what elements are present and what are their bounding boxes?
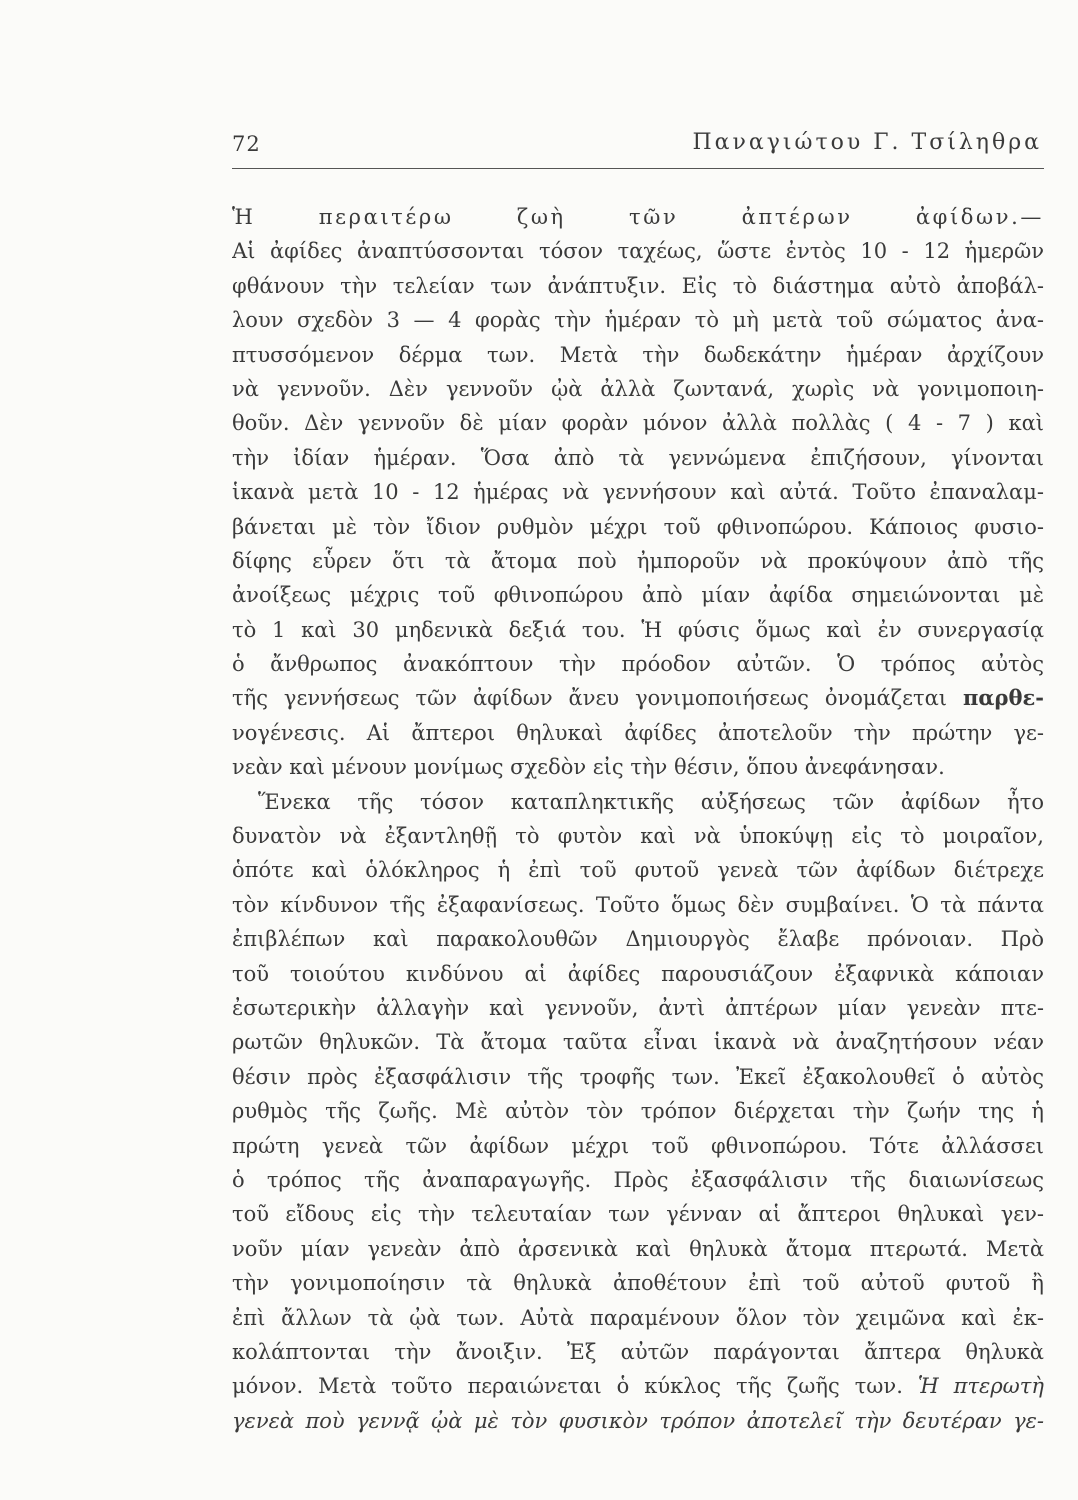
text-line: θοῦν. Δὲν γεννοῦν δὲ μίαν φορὰν μόνον ἀλλὰ πολλὰς ( 4 - 7 ) καὶ — [232, 411, 1044, 436]
text-line: ὁπότε καὶ ὁλόκληρος ἡ ἐπὶ τοῦ φυτοῦ γενεὰ τῶν ἀφίδων διέτρεχε — [232, 858, 1044, 883]
text-line-start: μόνον. Μετὰ τοῦτο περαιώνεται ὁ κύκλος τῆς ζωῆς των. — [232, 1374, 903, 1399]
text-line: φθάνουν τὴν τελείαν των ἀνάπτυξιν. Εἰς τὸ διάστημα αὐτὸ ἀποβάλ- — [232, 273, 1044, 298]
running-head: Παναγιώτου Γ. Τσίληθρα — [692, 130, 1042, 155]
text-line: ἀνοίξεως μέχρις τοῦ φθινοπώρου ἀπὸ μίαν ἀφίδα σημειώνονται μὲ — [232, 583, 1044, 608]
text-line: κολάπτονται τὴν ἄνοιξιν. Ἐξ αὐτῶν παράγονται ἄπτερα θηλυκὰ — [232, 1339, 1044, 1364]
text-line: τοῦ εἴδους εἰς τὴν τελευταίαν των γένναν αἱ ἄπτεροι θηλυκαὶ γεν- — [232, 1202, 1044, 1227]
text-line: τὴν γονιμοποίησιν τὰ θηλυκὰ ἀποθέτουν ἐπὶ τοῦ αὐτοῦ φυτοῦ ἢ — [232, 1271, 1044, 1296]
text-line: ὁ ἄνθρωπος ἀνακόπτουν τὴν πρόοδον αὐτῶν. Ὁ τρόπος αὐτὸς — [232, 652, 1044, 677]
page-header — [232, 128, 1042, 162]
text-line: πτυσσόμενον δέρμα των. Μετὰ τὴν δωδεκάτην ἡμέραν ἀρχίζουν — [232, 342, 1044, 367]
italic-phrase: Ἡ πτερωτὴ — [917, 1374, 1044, 1399]
paragraph-start-line: Ἕνεκα τῆς τόσον καταπληκτικῆς αὐξήσεως τῶν ἀφίδων ἦτο — [258, 789, 1044, 814]
italic-text-line: γενεὰ ποὺ γεννᾷ ᾠὰ μὲ τὸν φυσικὸν τρόπον ἀποτελεῖ τὴν δευτέραν γε- — [232, 1408, 1044, 1433]
text-line: ἐπιβλέπων καὶ παρακολουθῶν Δημιουργὸς ἔλαβε πρόνοιαν. Πρὸ — [232, 927, 1044, 952]
text-line: βάνεται μὲ τὸν ἴδιον ρυθμὸν μέχρι τοῦ φθινοπώρου. Κάποιος φυσιο- — [232, 514, 1044, 539]
body-text — [232, 200, 1044, 1438]
text-line: ρωτῶν θηλυκῶν. Τὰ ἄτομα ταῦτα εἶναι ἱκανὰ νὰ ἀναζητήσουν νέαν — [232, 1030, 1044, 1055]
text-line: ρυθμὸς τῆς ζωῆς. Μὲ αὐτὸν τὸν τρόπον διέρχεται τὴν ζωήν της ἡ — [232, 1099, 1044, 1124]
text-line — [232, 681, 1044, 715]
text-line — [232, 1369, 1044, 1403]
text-line: πρώτη γενεὰ τῶν ἀφίδων μέχρι τοῦ φθινοπώρου. Τότε ἀλλάσσει — [232, 1133, 1044, 1158]
text-line: ὁ τρόπος τῆς ἀναπαραγωγῆς. Πρὸς ἐξασφάλισιν τῆς διαιωνίσεως — [232, 1167, 1044, 1192]
text-line: δίφης εὗρεν ὅτι τὰ ἄτομα ποὺ ἠμποροῦν νὰ προκύψουν ἀπὸ τῆς — [232, 548, 1044, 573]
text-line: νογένεσις. Αἱ ἄπτεροι θηλυκαὶ ἀφίδες ἀποτελοῦν τὴν πρώτην γε- — [232, 720, 1044, 745]
text-line: νοῦν μίαν γενεὰν ἀπὸ ἀρσενικὰ καὶ θηλυκὰ ἄτομα πτερωτά. Μετὰ — [232, 1236, 1044, 1261]
section-heading: Ἡ περαιτέρω ζωὴ τῶν ἀπτέρων ἀφίδων.— — [232, 205, 1044, 229]
text-line: δυνατὸν νὰ ἐξαντληθῇ τὸ φυτὸν καὶ νὰ ὑποκύψῃ εἰς τὸ μοιραῖον, — [232, 824, 1044, 849]
text-line: τὸ 1 καὶ 30 μηδενικὰ δεξιά του. Ἡ φύσις ὅμως καὶ ἐν συνεργασίᾳ — [232, 617, 1044, 642]
bold-term: παρθε- — [963, 685, 1044, 711]
text-line: ἱκανὰ μετὰ 10 - 12 ἡμέρας νὰ γεννήσουν καὶ αὐτά. Τοῦτο ἐπαναλαμ- — [232, 480, 1044, 505]
text-line: τὴν ἰδίαν ἡμέραν. Ὅσα ἀπὸ τὰ γεννώμενα ἐπιζήσουν, γίνονται — [232, 445, 1044, 470]
text-line: ἐπὶ ἄλλων τὰ ᾠὰ των. Αὐτὰ παραμένουν ὅλον τὸν χειμῶνα καὶ ἐκ- — [232, 1305, 1044, 1330]
text-line: τὸν κίνδυνον τῆς ἐξαφανίσεως. Τοῦτο ὅμως δὲν συμβαίνει. Ὁ τὰ πάντα — [232, 892, 1044, 917]
text-line: νὰ γεννοῦν. Δὲν γεννοῦν ᾠὰ ἀλλὰ ζωντανά, χωρὶς νὰ γονιμοποιη- — [232, 376, 1044, 401]
header-rule — [232, 168, 1044, 169]
paragraph-end-line: νεὰν καὶ μένουν μονίμως σχεδὸν εἰς τὴν θέσιν, ὅπου ἀνεφάνησαν. — [232, 755, 945, 780]
text-line: θέσιν πρὸς ἐξασφάλισιν τῆς τροφῆς των. Ἐκεῖ ἐξακολουθεῖ ὁ αὐτὸς — [232, 1064, 1044, 1089]
text-line: Αἱ ἀφίδες ἀναπτύσσονται τόσον ταχέως, ὥστε ἐντὸς 10 - 12 ἡμερῶν — [232, 239, 1044, 264]
text-line-start: τῆς γεννήσεως τῶν ἀφίδων ἄνευ γονιμοποιήσεως ὀνομάζεται — [232, 686, 948, 711]
text-line: ἐσωτερικὴν ἀλλαγὴν καὶ γεννοῦν, ἀντὶ ἀπτέρων μίαν γενεὰν πτε- — [232, 995, 1044, 1020]
page-number: 72 — [232, 132, 261, 156]
text-line: λουν σχεδὸν 3 — 4 φορὰς τὴν ἡμέραν τὸ μὴ μετὰ τοῦ σώματος ἀνα- — [232, 308, 1044, 333]
text-line: τοῦ τοιούτου κινδύνου αἱ ἀφίδες παρουσιάζουν ἐξαφνικὰ κάποιαν — [232, 961, 1044, 986]
